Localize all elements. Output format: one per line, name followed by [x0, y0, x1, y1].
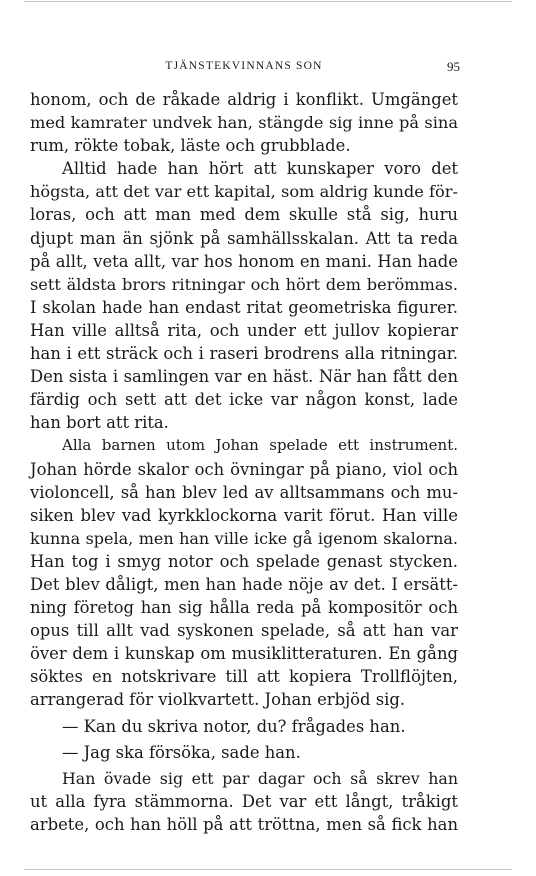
text-line: färdig och sett att det icke var någon konst, lade [30, 390, 458, 410]
text-line: siken blev vad kyrkklockorna varit förut. Han ville [30, 505, 458, 525]
text-line: han i ett sträck och i raseri brodrens alla ritningar. [30, 344, 458, 364]
text-line: kunna spela, men han ville icke gå igenom skalorna. [30, 528, 458, 548]
text-line: sett äldsta brors ritningar och hört dem berömmas. [30, 274, 458, 294]
text-line: ning företog han sig hålla reda på kompositör och [30, 598, 458, 618]
running-title: TJÄNSTEKVINNANS SON [165, 60, 323, 72]
text-line: djupt man än sjönk på samhällsskalan. Att ta reda [30, 228, 458, 248]
text-line: arrangerad för violkvartett. Johan erbjöd sig. [30, 690, 406, 710]
text-line: Det blev dåligt, men han hade nöje av det. I ersätt- [30, 574, 458, 594]
text-line: Alla barnen utom Johan spelade ett instrument. [62, 436, 458, 455]
text-line: Han övade sig ett par dagar och så skrev han [62, 768, 458, 788]
page-header [30, 60, 458, 80]
text-line: loras, och att man med dem skulle stå sig, huru [30, 205, 458, 225]
body-text [30, 88, 458, 836]
text-line: honom, och de råkade aldrig i konflikt. Umgänget [30, 90, 458, 109]
text-line: arbete, och han höll på att tröttna, men så fick han [30, 814, 458, 834]
bottom-scan-edge [24, 869, 512, 870]
text-line: söktes en notskrivare till att kopiera Trollflöjten, [30, 667, 458, 687]
page-number: 95 [447, 59, 460, 74]
text-line: — Jag ska försöka, sade han. [62, 742, 301, 762]
text-line: Han ville alltså rita, och under ett jullov kopierar [30, 320, 458, 340]
text-line: Johan hörde skalor och övningar på piano, viol och [30, 459, 458, 479]
text-line: opus till allt vad syskonen spelade, så att han var [30, 621, 458, 641]
text-line: han bort att rita. [30, 413, 169, 433]
text-line: över dem i kunskap om musiklitteraturen. En gång [30, 644, 458, 664]
text-line: ut alla fyra stämmorna. Det var ett långt, tråkigt [30, 791, 458, 811]
text-line: — Kan du skriva notor, du? frågades han. [62, 716, 406, 736]
text-line: på allt, veta allt, var hos honom en mani. Han hade [30, 251, 458, 271]
text-line: violoncell, så han blev led av alltsammans och mu- [30, 482, 458, 502]
text-line: Den sista i samlingen var en häst. När han fått den [30, 367, 458, 387]
text-line: rum, rökte tobak, läste och grubblade. [30, 136, 351, 156]
text-line: med kamrater undvek han, stängde sig inne på sina [30, 113, 458, 133]
top-scan-edge [24, 1, 512, 2]
text-line: Han tog i smyg notor och spelade genast stycken. [30, 551, 458, 571]
text-line: högsta, att det var ett kapital, som aldrig kunde för- [30, 182, 458, 202]
text-line: Alltid hade han hört att kunskaper voro det [62, 159, 458, 179]
text-line: I skolan hade han endast ritat geometriska figurer. [30, 297, 458, 317]
